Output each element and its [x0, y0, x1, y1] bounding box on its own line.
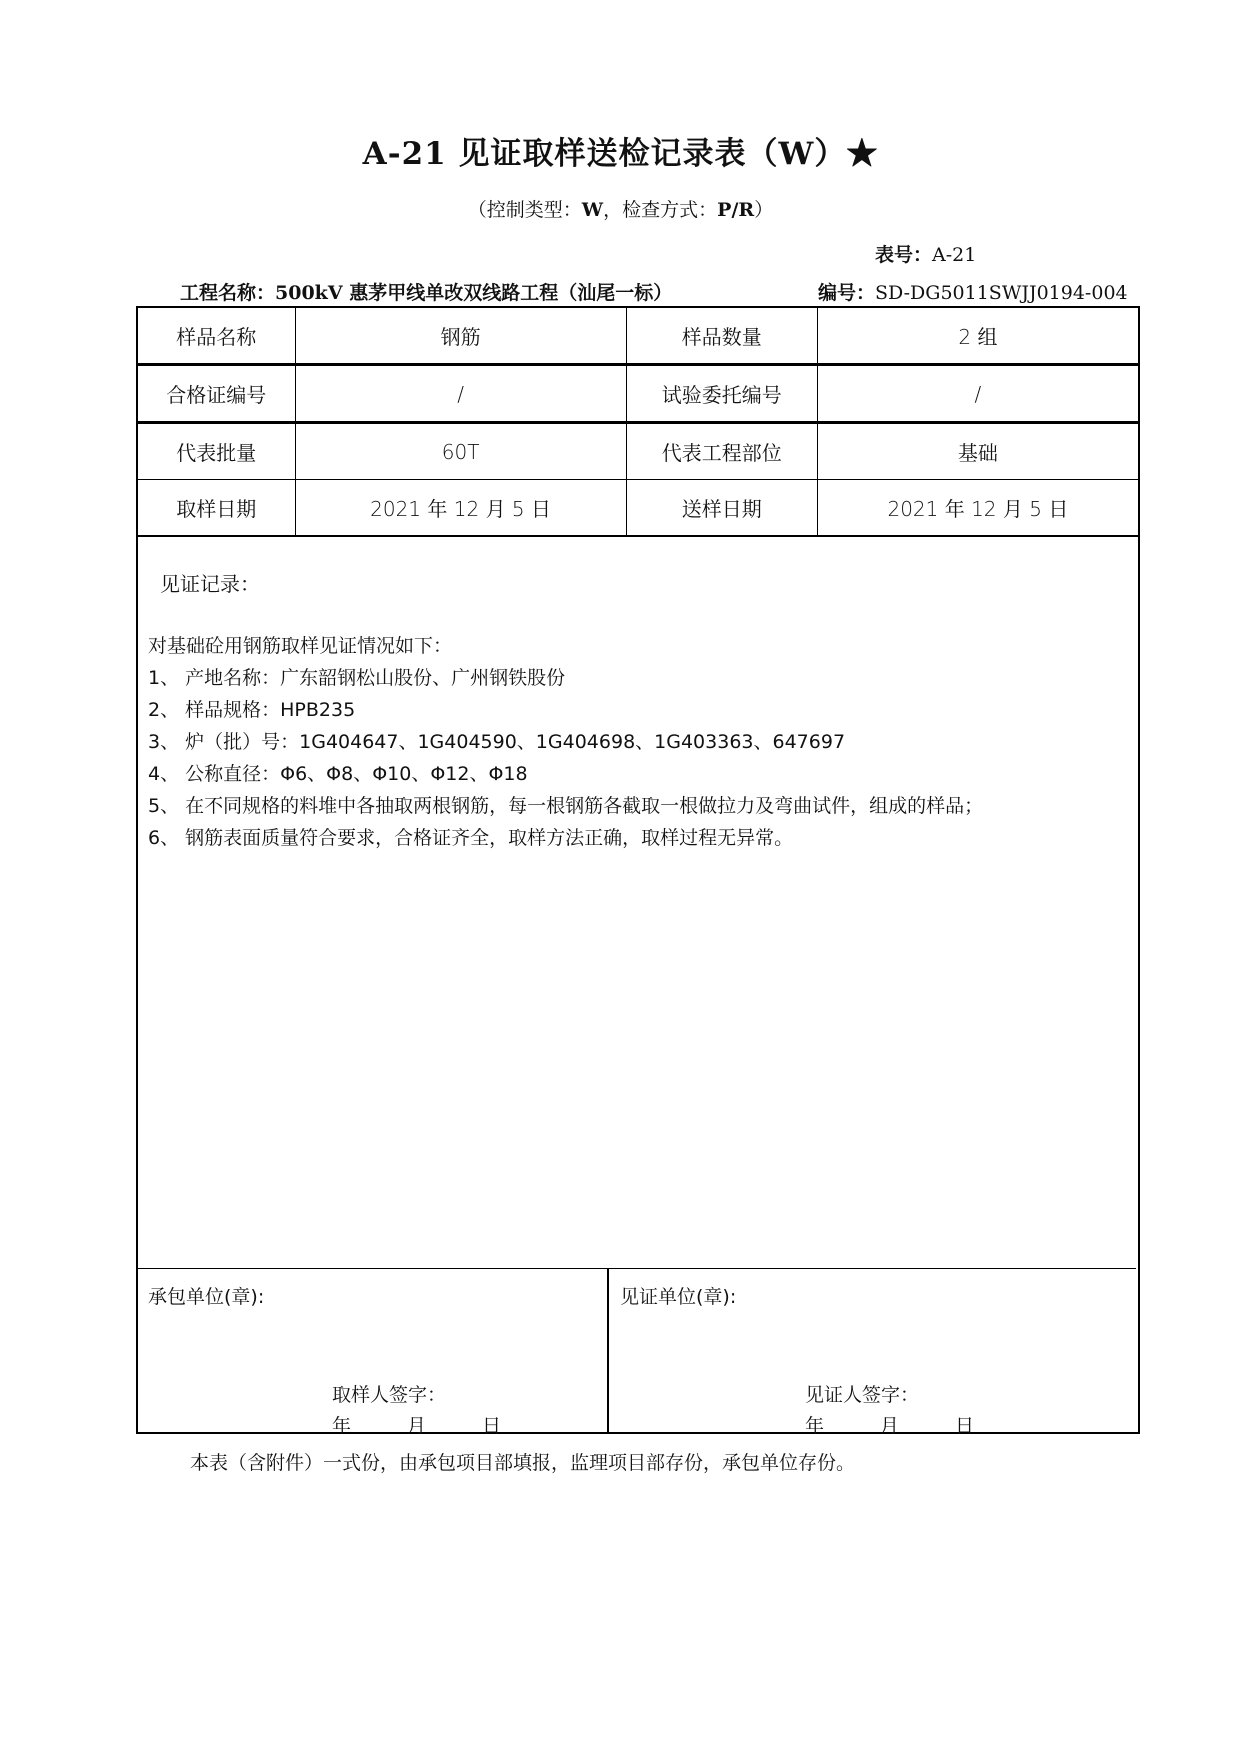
check-method-value: P/R: [717, 199, 755, 221]
document-title: A-21 见证取样送检记录表（W）★: [362, 136, 879, 172]
date-year: 年: [805, 1415, 825, 1437]
document-code-label: 编号：: [818, 282, 876, 304]
witness-unit-label: 见证单位(章):: [620, 1286, 737, 1308]
document-code: [818, 278, 1128, 305]
sample-info-table: [136, 306, 1140, 537]
control-type-subtitle: [0, 195, 1241, 222]
table-cell-label: 代表工程部位: [626, 423, 817, 480]
table-cell-value: /: [817, 365, 1139, 423]
table-row: [137, 365, 1139, 423]
table-cell-value: 2021 年 12 月 5 日: [817, 480, 1139, 537]
table-cell-label: 送样日期: [626, 480, 817, 537]
table-row: [137, 307, 1139, 365]
sampler-signature-label: 取样人签字：: [332, 1384, 447, 1406]
witness-record-line: 6、 钢筋表面质量符合要求，合格证齐全，取样方法正确，取样过程无异常。: [148, 827, 794, 849]
date-day: 日: [955, 1415, 975, 1437]
witness-record-line: 1、 产地名称：广东韶钢松山股份、广州钢铁股份: [148, 667, 566, 689]
table-cell-label: 合格证编号: [137, 365, 295, 423]
form-number-value: A-21: [932, 244, 977, 266]
table-cell-label: 代表批量: [137, 423, 295, 480]
contractor-unit-label: 承包单位(章):: [148, 1286, 265, 1308]
table-row: [137, 423, 1139, 480]
form-number-label: 表号：: [875, 244, 933, 266]
document-code-value: SD-DG5011SWJJ0194-004: [875, 282, 1128, 304]
table-cell-label: 样品数量: [626, 307, 817, 365]
sampler-date: [332, 1411, 557, 1438]
form-number: [875, 240, 976, 267]
footer-note: 本表（含附件）一式份，由承包项目部填报，监理项目部存份，承包单位存份。: [190, 1452, 856, 1474]
witness-record-line: 2、 样品规格：HPB235: [148, 699, 356, 721]
table-cell-value: 钢筋: [295, 307, 626, 365]
table-cell-value: 2 组: [817, 307, 1139, 365]
witness-signature-label: 见证人签字：: [805, 1384, 920, 1406]
subtitle-middle: ，检查方式：: [603, 199, 718, 221]
subtitle-suffix: ）: [754, 199, 774, 221]
witness-record-line: 3、 炉（批）号：1G404647、1G404590、1G404698、1G403363、647697: [148, 731, 846, 753]
project-name-label: 工程名称：: [180, 282, 276, 304]
table-cell-value: 基础: [817, 423, 1139, 480]
witness-record-label: 见证记录：: [160, 572, 260, 596]
control-type-value: W: [581, 199, 604, 221]
table-cell-value: 60T: [295, 423, 626, 480]
witness-record-line: 对基础砼用钢筋取样见证情况如下：: [148, 635, 453, 657]
project-name: [180, 278, 672, 305]
table-cell-label: 样品名称: [137, 307, 295, 365]
witness-record-line: 5、 在不同规格的料堆中各抽取两根钢筋，每一根钢筋各截取一根做拉力及弯曲试件，组成的样品；: [148, 795, 984, 817]
table-cell-value: 2021 年 12 月 5 日: [295, 480, 626, 537]
table-cell-label: 取样日期: [137, 480, 295, 537]
subtitle-prefix: （控制类型：: [467, 199, 582, 221]
date-year: 年: [332, 1415, 352, 1437]
table-cell-label: 试验委托编号: [626, 365, 817, 423]
witness-date: [805, 1411, 1030, 1438]
witness-record-content: [148, 630, 1128, 854]
date-month: 月: [407, 1415, 427, 1437]
project-name-value: 500kV 惠茅甲线单改双线路工程（汕尾一标）: [275, 282, 673, 304]
date-month: 月: [880, 1415, 900, 1437]
witness-record-line: 4、 公称直径：Φ6、Φ8、Φ10、Φ12、Φ18: [148, 763, 528, 785]
date-day: 日: [482, 1415, 502, 1437]
signature-divider: [607, 1268, 609, 1432]
table-cell-value: /: [295, 365, 626, 423]
